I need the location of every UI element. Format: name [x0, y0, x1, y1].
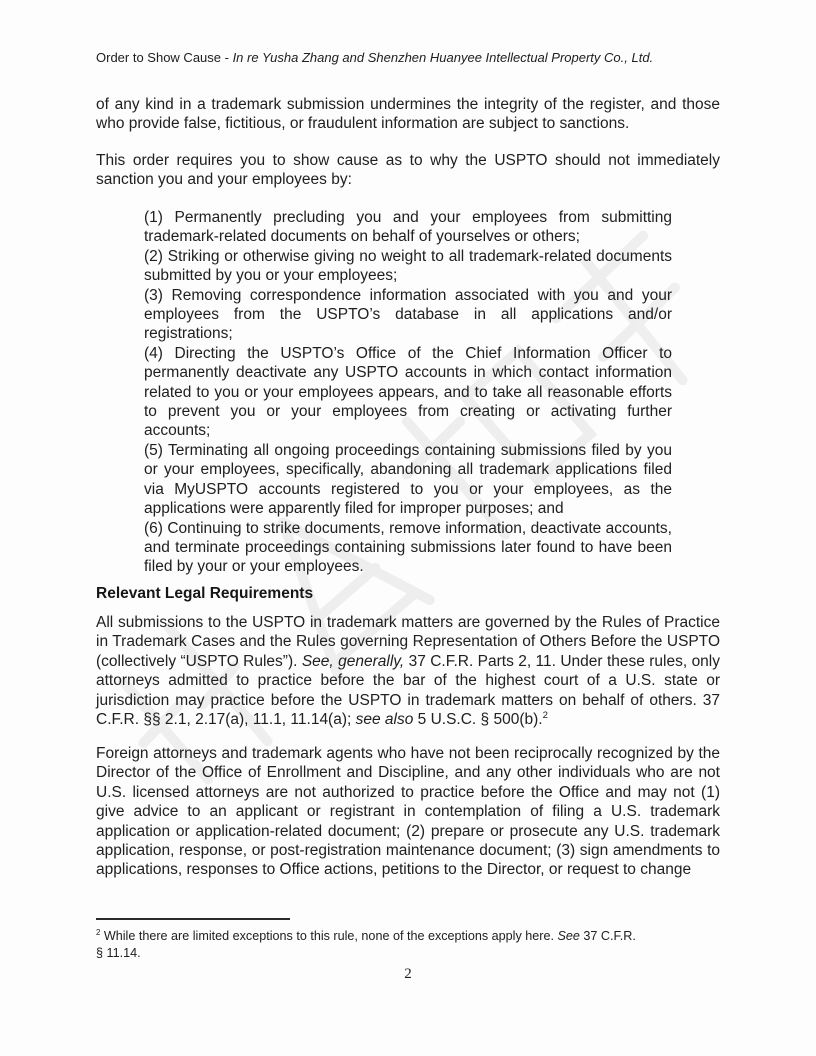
- sanction-item-6: (6) Continuing to strike documents, remove information, deactivate accounts, and terminate proceedings containing submissions later found to have been filed by your or your employees.: [144, 519, 672, 576]
- paragraph-uspto-rules: [96, 613, 720, 729]
- rules-cite-see-also: see also: [355, 711, 414, 729]
- rules-text-1: All submissions to the USPTO in trademark matters are governed by the Rules of Practice in Trademark Cases and the Rules governing Representation of Others Before the USPTO (collectively “USPTO Rules”).: [96, 614, 720, 670]
- paragraph-show-cause: This order requires you to show cause as to why the USPTO should not immediately sanction you and your employees by:: [96, 152, 720, 189]
- sanction-item-5: (5) Terminating all ongoing proceedings containing submissions filed by you or your employees, specifically, abandoning all trademark applications filed via MyUSPTO accounts registered to you or your employees, as the applications were apparently filed for improper purposes; and: [144, 441, 672, 518]
- header-doc-title: Order to Show Cause -: [96, 50, 233, 65]
- footnote-text-2: 37 C.F.R.: [579, 929, 636, 943]
- rules-text-3: 5 U.S.C. § 500(b).: [413, 711, 543, 729]
- paragraph-foreign-attorneys: Foreign attorneys and trademark agents who have not been reciprocally recognized by the Director of the Office of Enrollment and Discipline, and any other individuals who are not U.S. licensed attorneys are not authorized to practice before the Office and may not (1) give advice to an applicant or registrant in contemplation of filing a U.S. trademark application or application-related document; (2) prepare or prosecute any U.S. trademark application, response, or post-registration maintenance document; (3) sign amendments to applications, responses to Office actions, petitions to the Director, or request to change: [96, 745, 720, 879]
- rules-text-2: 37 C.F.R. Parts 2, 11. Under these rules, only attorneys admitted to practice before the bar of the highest court of a U.S. state or jurisdiction may practice before the USPTO in trademark matters on behalf of others. 37 C.F.R. §§ 2.1, 2.17(a), 11.1, 11.14(a);: [96, 652, 720, 729]
- footnote-text-1: While there are limited exceptions to this rule, none of the exceptions apply here.: [100, 929, 558, 943]
- footnote-separator: [96, 918, 290, 920]
- sanction-item-3: (3) Removing correspondence information associated with you and your employees from the USPTO’s database in all applications and/or registrations;: [144, 286, 672, 343]
- rules-cite-see-generally: See, generally,: [301, 652, 405, 670]
- footnote-see-italic: See: [557, 929, 580, 943]
- footnote-marker: 2: [96, 927, 101, 937]
- page-number: 2: [404, 966, 412, 982]
- sanction-item-4: (4) Directing the USPTO’s Office of the Chief Information Officer to permanently deactivate any USPTO accounts in which contact information related to you or your employees appears, and to take all reasonable efforts to prevent you or your employees from creating or activating further accounts;: [144, 344, 672, 440]
- paragraph-sanctions-intro: of any kind in a trademark submission undermines the integrity of the register, and those who provide false, fictitious, or fraudulent information are subject to sanctions.: [96, 96, 720, 133]
- header-case-name: In re Yusha Zhang and Shenzhen Huanyee Intellectual Property Co., Ltd.: [232, 50, 654, 65]
- sanction-item-1: (1) Permanently precluding you and your employees from submitting trademark-related documents on behalf of yourselves or others;: [144, 209, 672, 246]
- footnote-reference-2: 2: [542, 709, 548, 721]
- footnote-line-2: § 11.14.: [96, 946, 141, 960]
- sanctions-list: [144, 208, 672, 577]
- section-heading-relevant-legal-requirements: Relevant Legal Requirements: [96, 585, 314, 602]
- sanction-item-2: (2) Striking or otherwise giving no weight to all trademark-related documents submitted by you or your employees;: [144, 247, 672, 285]
- running-header: [96, 50, 736, 66]
- footnote-2: [96, 928, 720, 962]
